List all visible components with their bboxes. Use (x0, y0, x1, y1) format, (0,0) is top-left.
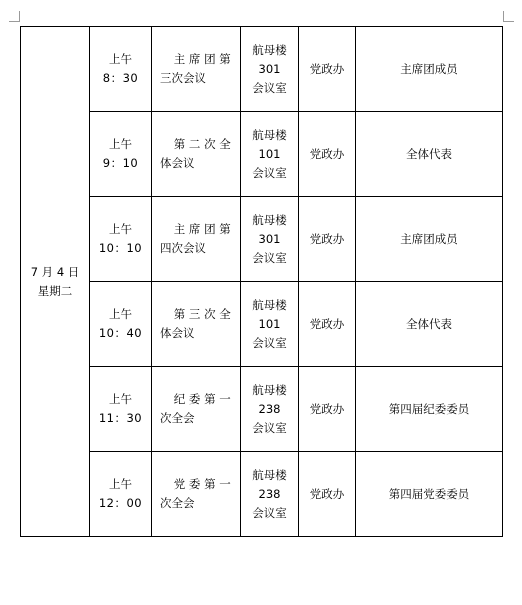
schedule-body (21, 27, 503, 537)
table-row (21, 197, 503, 282)
attendees-cell: 第四届党委委员 (356, 452, 503, 537)
table-row (21, 282, 503, 367)
venue-cell (241, 282, 299, 367)
meeting-topic: 纪 委 第 一 次全会 (152, 367, 241, 452)
time-cell (90, 282, 152, 367)
time-period: 上午 (109, 222, 132, 236)
time-cell (90, 367, 152, 452)
meeting-schedule-table (20, 26, 503, 537)
time-period: 上午 (109, 477, 132, 491)
page-corner-mark-left (9, 11, 20, 22)
attendees-cell: 全体代表 (356, 112, 503, 197)
venue-building: 航母楼 (252, 382, 287, 397)
time-period: 上午 (109, 307, 132, 321)
venue-room-suffix: 会议室 (252, 505, 287, 520)
venue-room-suffix: 会议室 (252, 165, 287, 180)
venue-room: 301 (258, 61, 281, 76)
meeting-topic: 主 席 团 第 三次会议 (152, 27, 241, 112)
organizer-cell: 党政办 (299, 197, 356, 282)
attendees-cell: 主席团成员 (356, 27, 503, 112)
time-value: 8：30 (102, 71, 139, 85)
venue-room-suffix: 会议室 (252, 420, 287, 435)
time-period: 上午 (109, 392, 132, 406)
venue-room-suffix: 会议室 (252, 80, 287, 95)
time-cell (90, 27, 152, 112)
venue-cell (241, 197, 299, 282)
attendees-cell: 第四届纪委委员 (356, 367, 503, 452)
organizer-cell: 党政办 (299, 452, 356, 537)
organizer-cell: 党政办 (299, 112, 356, 197)
venue-building: 航母楼 (252, 127, 287, 142)
organizer-cell: 党政办 (299, 367, 356, 452)
venue-cell (241, 367, 299, 452)
time-cell (90, 452, 152, 537)
date-cell (21, 27, 90, 537)
venue-cell (241, 452, 299, 537)
organizer-cell: 党政办 (299, 27, 356, 112)
venue-room-suffix: 会议室 (252, 250, 287, 265)
venue-building: 航母楼 (252, 297, 287, 312)
venue-room: 238 (258, 401, 281, 416)
meeting-topic: 第 三 次 全 体会议 (152, 282, 241, 367)
page-corner-mark-right (503, 11, 514, 22)
venue-room: 101 (258, 146, 281, 161)
meeting-topic: 主 席 团 第 四次会议 (152, 197, 241, 282)
meeting-topic: 第 二 次 全 体会议 (152, 112, 241, 197)
time-period: 上午 (109, 52, 132, 66)
meeting-topic: 党 委 第 一 次全会 (152, 452, 241, 537)
venue-building: 航母楼 (252, 467, 287, 482)
venue-cell (241, 112, 299, 197)
time-value: 9：10 (102, 156, 139, 170)
time-value: 12：00 (98, 496, 143, 510)
time-cell (90, 197, 152, 282)
time-value: 10：40 (98, 326, 143, 340)
time-value: 10：10 (98, 241, 143, 255)
time-period: 上午 (109, 137, 132, 151)
table-row (21, 27, 503, 112)
venue-room: 101 (258, 316, 281, 331)
attendees-cell: 主席团成员 (356, 197, 503, 282)
venue-room: 238 (258, 486, 281, 501)
attendees-cell: 全体代表 (356, 282, 503, 367)
time-cell (90, 112, 152, 197)
venue-cell (241, 27, 299, 112)
venue-building: 航母楼 (252, 42, 287, 57)
table-row (21, 452, 503, 537)
time-value: 11：30 (98, 411, 143, 425)
venue-room-suffix: 会议室 (252, 335, 287, 350)
table-row (21, 112, 503, 197)
table-row (21, 367, 503, 452)
organizer-cell: 党政办 (299, 282, 356, 367)
date-weekday: 星期二 (37, 283, 73, 298)
venue-room: 301 (258, 231, 281, 246)
venue-building: 航母楼 (252, 212, 287, 227)
date-day: 7 月 4 日 (30, 264, 80, 279)
